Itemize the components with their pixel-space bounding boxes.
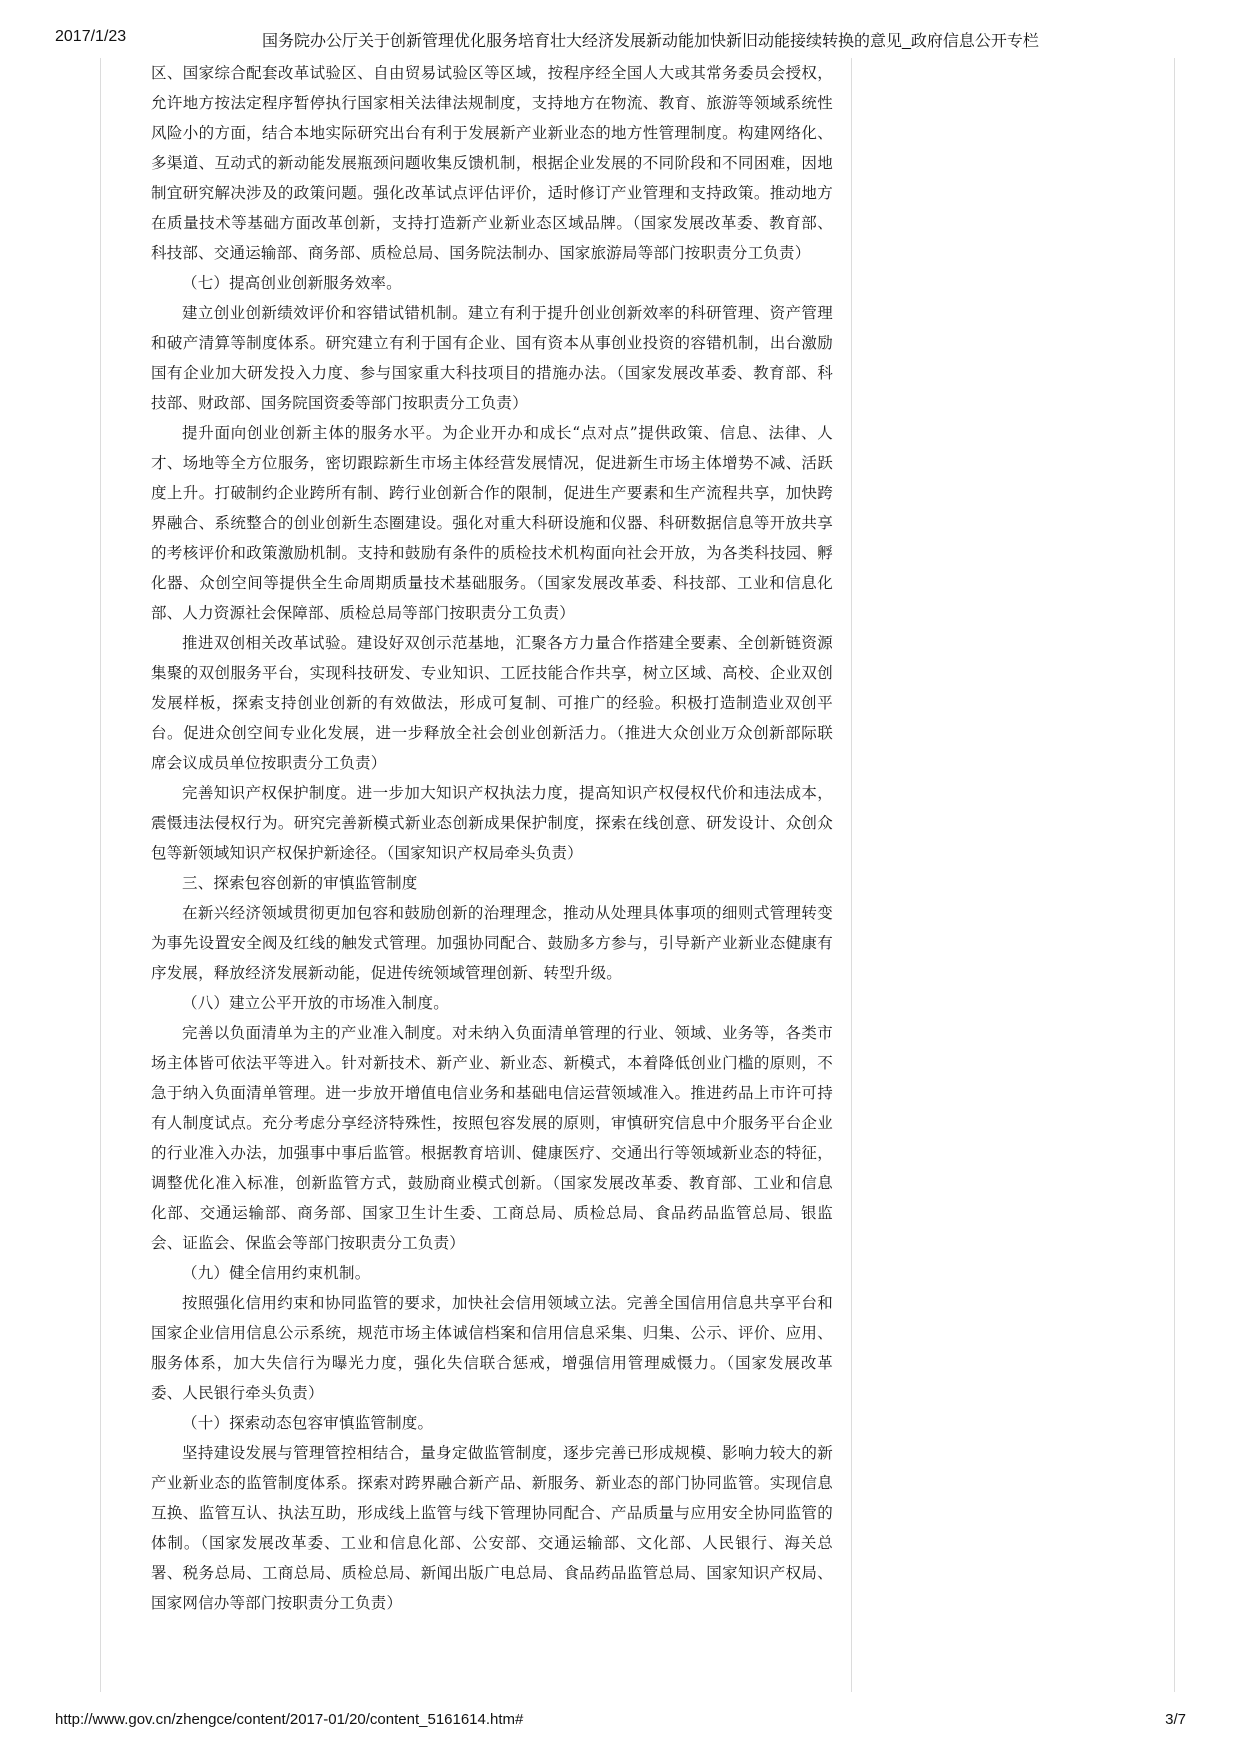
- left-column-rule: [100, 58, 101, 1692]
- page-number: 3/7: [1165, 1711, 1186, 1728]
- paragraph: 完善知识产权保护制度。进一步加大知识产权执法力度，提高知识产权侵权代价和违法成本，震慑违法侵权行为。研究完善新模式新业态创新成果保护制度，探索在线创意、研发设计、众创众包等新领域知识产权保护新途径。（国家知识产权局牵头负责）: [151, 784, 833, 862]
- paragraph: 完善以负面清单为主的产业准入制度。对未纳入负面清单管理的行业、领域、业务等，各类市场主体皆可依法平等进入。针对新技术、新产业、新业态、新模式，本着降低创业门槛的原则，不急于纳入负面清单管理。进一步放开增值电信业务和基础电信运营领域准入。推进药品上市许可持有人制度试点。充分考虑分享经济特殊性，按照包容发展的原则，审慎研究信息中介服务平台企业的行业准入办法，加强事中事后监管。根据教育培训、健康医疗、交通出行等领域新业态的特征，调整优化准入标准，创新监管方式，鼓励商业模式创新。（国家发展改革委、教育部、工业和信息化部、交通运输部、商务部、国家卫生计生委、工商总局、质检总局、食品药品监管总局、银监会、证监会、保监会等部门按职责分工负责）: [151, 1024, 833, 1252]
- paragraph: 按照强化信用约束和协同监管的要求，加快社会信用领域立法。完善全国信用信息共享平台和国家企业信用信息公示系统，规范市场主体诚信档案和信用信息采集、归集、公示、评价、应用、服务体系，加大失信行为曝光力度，强化失信联合惩戒，增强信用管理威慑力。（国家发展改革委、人民银行牵头负责）: [151, 1294, 833, 1402]
- page-title: 国务院办公厅关于创新管理优化服务培育壮大经济发展新动能加快新旧动能接续转换的意见_政府信息公开专栏: [262, 33, 1039, 50]
- print-footer: [0, 1711, 1241, 1733]
- section-subheading: （九）健全信用约束机制。: [182, 1264, 371, 1282]
- article-body: [151, 58, 833, 1618]
- right-column-rule: [1174, 58, 1175, 1692]
- section-subheading: （十）探索动态包容审慎监管制度。: [182, 1414, 434, 1432]
- paragraph: 坚持建设发展与管理管控相结合，量身定做监管制度，逐步完善已形成规模、影响力较大的新产业新业态的监管制度体系。探索对跨界融合新产品、新服务、新业态的部门协同监管。实现信息互换、监管互认、执法互助，形成线上监管与线下管理协同配合、产品质量与应用安全协同监管的体制。（国家发展改革委、工业和信息化部、公安部、交通运输部、文化部、人民银行、海关总署、税务总局、工商总局、质检总局、新闻出版广电总局、食品药品监管总局、国家知识产权局、国家网信办等部门按职责分工负责）: [151, 1444, 833, 1612]
- page-url: http://www.gov.cn/zhengce/content/2017-01/20/content_5161614.htm#: [55, 1711, 524, 1728]
- paragraph: 在新兴经济领域贯彻更加包容和鼓励创新的治理理念，推动从处理具体事项的细则式管理转变为事先设置安全阀及红线的触发式管理。加强协同配合、鼓励多方参与，引导新产业新业态健康有序发展，释放经济发展新动能，促进传统领域管理创新、转型升级。: [151, 904, 833, 982]
- print-header: [0, 24, 1241, 48]
- paragraph: 建立创业创新绩效评价和容错试错机制。建立有利于提升创业创新效率的科研管理、资产管理和破产清算等制度体系。研究建立有利于国有企业、国有资本从事创业投资的容错机制，出台激励国有企业加大研发投入力度、参与国家重大科技项目的措施办法。（国家发展改革委、教育部、科技部、财政部、国务院国资委等部门按职责分工负责）: [151, 304, 833, 412]
- section-subheading: （八）建立公平开放的市场准入制度。: [182, 994, 449, 1012]
- center-column-rule: [851, 58, 852, 1692]
- print-date: 2017/1/23: [55, 28, 127, 45]
- paragraph: 区、国家综合配套改革试验区、自由贸易试验区等区域，按程序经全国人大或其常务委员会授权，允许地方按法定程序暂停执行国家相关法律法规制度，支持地方在物流、教育、旅游等领域系统性风险小的方面，结合本地实际研究出台有利于发展新产业新业态的地方性管理制度。构建网络化、多渠道、互动式的新动能发展瓶颈问题收集反馈机制，根据企业发展的不同阶段和不同困难，因地制宜研究解决涉及的政策问题。强化改革试点评估评价，适时修订产业管理和支持政策。推动地方在质量技术等基础方面改革创新，支持打造新产业新业态区域品牌。（国家发展改革委、教育部、科技部、交通运输部、商务部、质检总局、国务院法制办、国家旅游局等部门按职责分工负责）: [151, 64, 833, 262]
- section-subheading: （七）提高创业创新服务效率。: [182, 274, 402, 292]
- paragraph: 推进双创相关改革试验。建设好双创示范基地，汇聚各方力量合作搭建全要素、全创新链资源集聚的双创服务平台，实现科技研发、专业知识、工匠技能合作共享，树立区域、高校、企业双创发展样板，探索支持创业创新的有效做法，形成可复制、可推广的经验。积极打造制造业双创平台。促进众创空间专业化发展，进一步释放全社会创业创新活力。（推进大众创业万众创新部际联席会议成员单位按职责分工负责）: [151, 634, 833, 772]
- paragraph: 提升面向创业创新主体的服务水平。为企业开办和成长“点对点”提供政策、信息、法律、人才、场地等全方位服务，密切跟踪新生市场主体经营发展情况，促进新生市场主体增势不减、活跃度上升。打破制约企业跨所有制、跨行业创新合作的限制，促进生产要素和生产流程共享，加快跨界融合、系统整合的创业创新生态圈建设。强化对重大科研设施和仪器、科研数据信息等开放共享的考核评价和政策激励机制。支持和鼓励有条件的质检技术机构面向社会开放，为各类科技园、孵化器、众创空间等提供全生命周期质量技术基础服务。（国家发展改革委、科技部、工业和信息化部、人力资源社会保障部、质检总局等部门按职责分工负责）: [151, 424, 833, 622]
- section-heading: 三、探索包容创新的审慎监管制度: [182, 874, 418, 892]
